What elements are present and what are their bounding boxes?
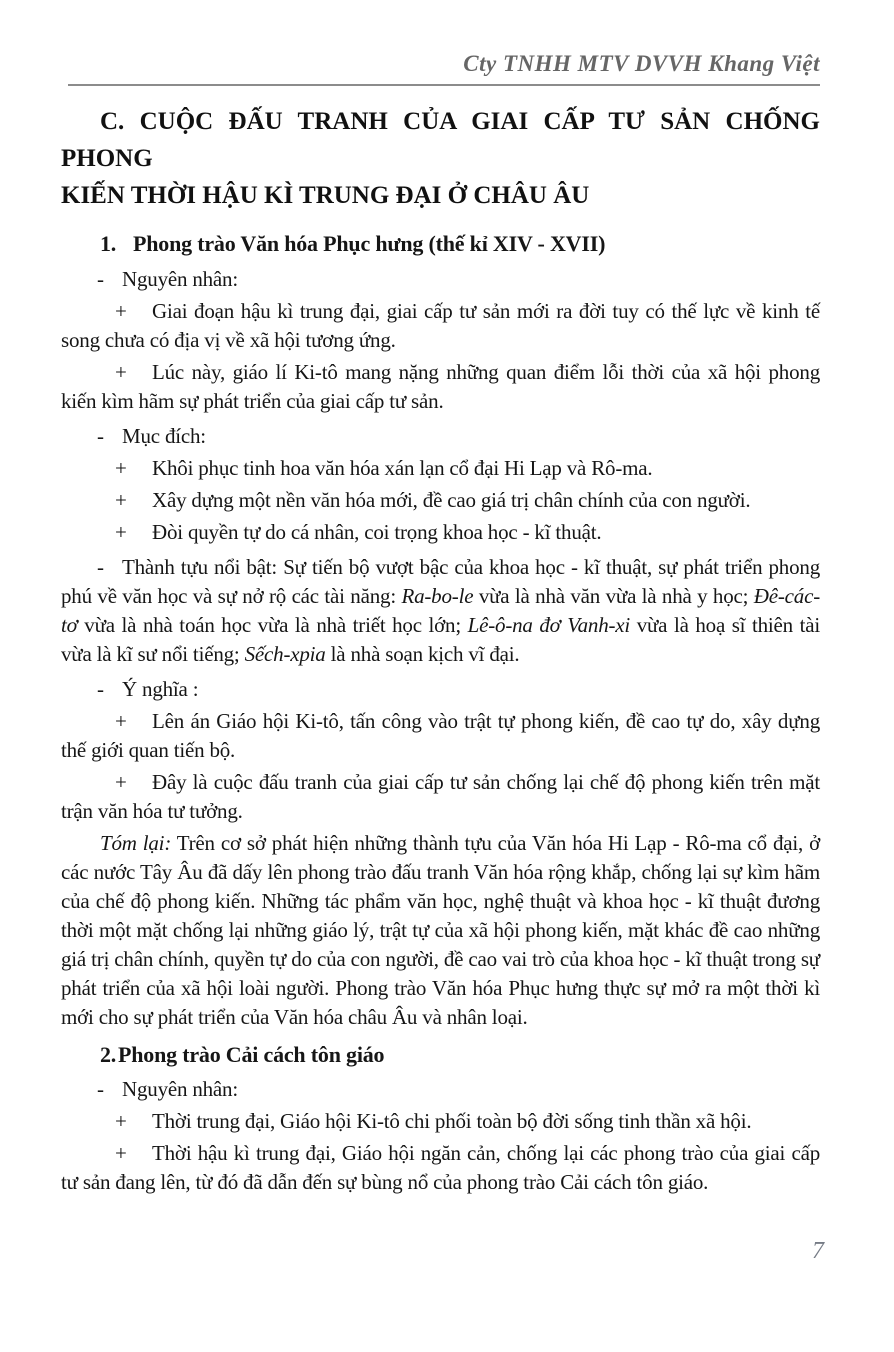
page-header: [61, 50, 820, 78]
list-item-dash: [61, 422, 820, 451]
header-divider: [68, 84, 820, 86]
text-run: Nguyên nhân:: [122, 1077, 238, 1101]
italic-term: Lê-ô-na đơ Vanh-xi: [467, 613, 631, 637]
text-run: Đây là cuộc đấu tranh của giai cấp tư sản chống lại chế độ phong kiến trên mặt trận văn hóa tư tưởng.: [61, 770, 820, 823]
dash-marker: -: [97, 555, 104, 579]
plus-marker: +: [115, 1109, 127, 1133]
list-item-plus: [61, 297, 820, 355]
document-body: [61, 229, 820, 1197]
heading-text: Phong trào Cải cách tôn giáo: [118, 1042, 385, 1067]
heading-1: [61, 229, 820, 258]
summary-paragraph: [61, 829, 820, 1032]
list-item-plus: [61, 768, 820, 826]
italic-term: Ra-bo-le: [401, 584, 474, 608]
text-run: Trên cơ sở phát hiện những thành tựu của Văn hóa Hi Lạp - Rô-ma cổ đại, ở các nước Tây Âu đã dấy lên phong trào đấu tranh Văn hóa rộng khắp, chống lại sự kìm hãm của chế độ phong kiến. Những tác phẩm văn học, nghệ thuật và khoa học - kĩ thuật đương thời một mặt chống lại những giáo lý, trật tự của xã hội phong kiến, mặt khác đề cao những giá trị chân chính, quyền tự do của con người, đề cao vai trò của khoa học - kĩ thuật trong sự phát triển của xã hội loài người. Phong trào Văn hóa Phục hưng thực sự mở ra một thời kì mới cho sự phát triển của Văn hóa châu Âu và nhân loại.: [61, 831, 820, 1029]
list-item-plus: [61, 1139, 820, 1197]
dash-marker: -: [97, 677, 104, 701]
italic-term: Sếch-xpia: [244, 642, 326, 666]
plus-marker: +: [115, 488, 127, 512]
heading-number: 2.: [100, 1042, 117, 1067]
text-run: Khôi phục tinh hoa văn hóa xán lạn cổ đại Hi Lạp và Rô-ma.: [152, 456, 653, 480]
page-number: 7: [812, 1238, 824, 1264]
heading-2: [61, 1040, 820, 1069]
text-run: Lúc này, giáo lí Ki-tô mang nặng những quan điểm lỗi thời của xã hội phong kiến kìm hãm sự phát triển của giai cấp tư sản.: [61, 360, 820, 413]
section-title: [61, 103, 820, 214]
text-run: Ý nghĩa :: [122, 677, 199, 701]
section-title-line1: C. CUỘC ĐẤU TRANH CỦA GIAI CẤP TƯ SẢN CHỐNG PHONG: [61, 108, 820, 172]
text-run: vừa là hoạ sĩ thiên tài vừa là kĩ sư nổi tiếng;: [61, 613, 820, 666]
plus-marker: +: [115, 1141, 127, 1165]
list-item-dash: [61, 265, 820, 294]
text-run: Xây dựng một nền văn hóa mới, đề cao giá trị chân chính của con người.: [152, 488, 751, 512]
dash-marker: -: [97, 1077, 104, 1101]
italic-term: Đê-các-tơ: [61, 584, 820, 637]
text-run: Lên án Giáo hội Ki-tô, tấn công vào trật tự phong kiến, đề cao tự do, xây dựng thế giới quan tiến bộ.: [61, 709, 820, 762]
list-item-plus: [61, 358, 820, 416]
text-run: Giai đoạn hậu kì trung đại, giai cấp tư sản mới ra đời tuy có thế lực về kinh tế song chưa có địa vị về xã hội tương ứng.: [61, 299, 820, 352]
text-run: vừa là nhà toán học vừa là nhà triết học lớn;: [77, 613, 468, 637]
text-run: Mục đích:: [122, 424, 206, 448]
heading-text: Phong trào Văn hóa Phục hưng (thế kỉ XIV - XVII): [133, 231, 606, 256]
dash-marker: -: [97, 424, 104, 448]
dash-marker: -: [97, 267, 104, 291]
plus-marker: +: [115, 520, 127, 544]
plus-marker: +: [115, 456, 127, 480]
plus-marker: +: [115, 299, 127, 323]
text-run: Thành tựu nổi bật: Sự tiến bộ vượt bậc của khoa học - kĩ thuật, sự phát triển phong phú về văn học và sự nở rộ các tài năng:: [61, 555, 820, 608]
list-item-dash: [61, 1075, 820, 1104]
text-run: Thời hậu kì trung đại, Giáo hội ngăn cản, chống lại các phong trào của giai cấp tư sản đang lên, từ đó đã dẫn đến sự bùng nổ của phong trào Cải cách tôn giáo.: [61, 1141, 820, 1194]
text-run: Thời trung đại, Giáo hội Ki-tô chi phối toàn bộ đời sống tinh thần xã hội.: [152, 1109, 752, 1133]
list-item-dash: [61, 553, 820, 669]
list-item-plus: [61, 707, 820, 765]
section-title-line2: KIẾN THỜI HẬU KÌ TRUNG ĐẠI Ở CHÂU ÂU: [61, 182, 590, 209]
text-run: Đòi quyền tự do cá nhân, coi trọng khoa học - kĩ thuật.: [152, 520, 602, 544]
list-item-dash: [61, 675, 820, 704]
text-run: là nhà soạn kịch vĩ đại.: [325, 642, 520, 666]
list-item-plus: [61, 518, 820, 547]
plus-marker: +: [115, 709, 127, 733]
text-run: vừa là nhà văn vừa là nhà y học;: [473, 584, 754, 608]
plus-marker: +: [115, 770, 127, 794]
list-item-plus: [61, 454, 820, 483]
heading-number: 1.: [100, 231, 117, 256]
italic-lead: Tóm lại:: [100, 831, 172, 855]
plus-marker: +: [115, 360, 127, 384]
text-run: Nguyên nhân:: [122, 267, 238, 291]
list-item-plus: [61, 1107, 820, 1136]
list-item-plus: [61, 486, 820, 515]
company-name: Cty TNHH MTV DVVH Khang Việt: [463, 51, 820, 76]
